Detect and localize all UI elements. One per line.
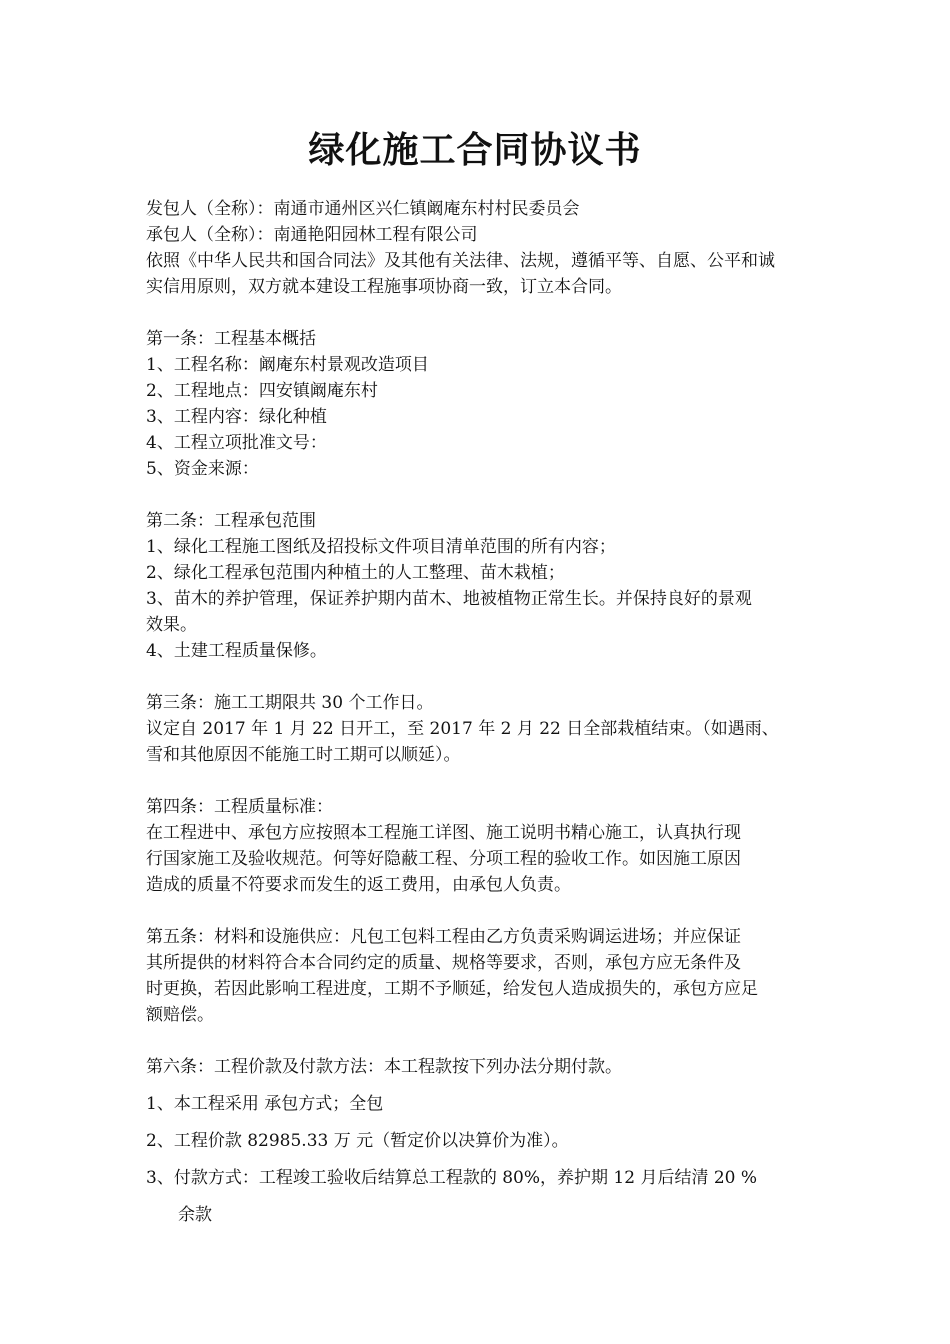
- article-6-item-3: 3、付款方式：工程竣工验收后结算总工程款的 80%，养护期 12 月后结清 20 %: [146, 1168, 758, 1188]
- article-3-line-1: 议定自 2017 年 1 月 22 日开工，至 2017 年 2 月 22 日全部栽植结束。（如遇雨、: [146, 719, 779, 739]
- document-title: 绿化施工合同协议书: [308, 129, 642, 171]
- paragraph-gap: [146, 482, 810, 508]
- article-1-item: 4、工程立项批准文号：: [146, 433, 327, 453]
- article-2-item-2: 2、绿化工程承包范围内种植土的人工整理、苗木栽植；: [146, 563, 565, 583]
- article-6-item-1: 1、本工程采用 承包方式；全包: [146, 1094, 384, 1114]
- preamble-line-1: 依照《中华人民共和国合同法》及其他有关法律、法规，遵循平等、自愿、公平和诚: [146, 251, 775, 271]
- paragraph-gap: [146, 1028, 810, 1054]
- article-4-line-3: 造成的质量不符要求而发生的返工费用，由承包人负责。: [146, 875, 571, 895]
- article-5-line-3: 时更换，若因此影响工程进度，工期不予顺延，给发包人造成损失的，承包方应足: [146, 979, 758, 999]
- paragraph-gap: [146, 768, 810, 794]
- paragraph-gap: [146, 664, 810, 690]
- article-2-heading: 第二条：工程承包范围: [146, 511, 316, 531]
- employer-line: 发包人（全称）：南通市通州区兴仁镇阚庵东村村民委员会: [146, 199, 580, 219]
- preamble-line-2: 实信用原则，双方就本建设工程施事项协商一致，订立本合同。: [146, 277, 622, 297]
- article-6-heading: 第六条：工程价款及付款方法：本工程款按下列办法分期付款。: [146, 1057, 622, 1077]
- article-5-line-2: 其所提供的材料符合本合同约定的质量、规格等要求，否则，承包方应无条件及: [146, 953, 741, 973]
- article-1-item: 1、工程名称：阚庵东村景观改造项目: [146, 355, 429, 375]
- article-6-item-2: 2、工程价款 82985.33 万 元（暂定价以决算价为准）。: [146, 1131, 569, 1151]
- paragraph-gap: [146, 898, 810, 924]
- article-4-line-2: 行国家施工及验收规范。何等好隐蔽工程、分项工程的验收工作。如因施工原因: [146, 849, 741, 869]
- article-6-block: [146, 1054, 810, 1228]
- article-1-item: 2、工程地点：四安镇阚庵东村: [146, 381, 378, 401]
- article-1-heading: 第一条：工程基本概括: [146, 329, 316, 349]
- paragraph-gap: [146, 300, 810, 326]
- contractor-line: 承包人（全称）：南通艳阳园林工程有限公司: [146, 225, 478, 245]
- article-6-item-3-continuation: 余款: [178, 1205, 212, 1225]
- article-2-item-4: 4、土建工程质量保修。: [146, 641, 327, 661]
- article-4-line-1: 在工程进中、承包方应按照本工程施工详图、施工说明书精心施工，认真执行现: [146, 823, 741, 843]
- article-5-line-1: 第五条：材料和设施供应：凡包工包料工程由乙方负责采购调运进场；并应保证: [146, 927, 741, 947]
- article-2-item-3-line-2: 效果。: [146, 615, 197, 635]
- article-1-item: 5、资金来源：: [146, 459, 259, 479]
- article-4-heading: 第四条：工程质量标准：: [146, 797, 333, 817]
- article-3-line-2: 雪和其他原因不能施工时工期可以顺延）。: [146, 745, 461, 765]
- article-1-item: 3、工程内容：绿化种植: [146, 407, 327, 427]
- article-2-item-1: 1、绿化工程施工图纸及招投标文件项目清单范围的所有内容；: [146, 537, 616, 557]
- article-5-line-4: 额赔偿。: [146, 1005, 214, 1025]
- article-3-heading: 第三条：施工工期限共 30 个工作日。: [146, 693, 434, 713]
- article-2-item-3-line-1: 3、苗木的养护管理，保证养护期内苗木、地被植物正常生长。并保持良好的景观: [146, 589, 752, 609]
- document-body: [146, 196, 810, 1239]
